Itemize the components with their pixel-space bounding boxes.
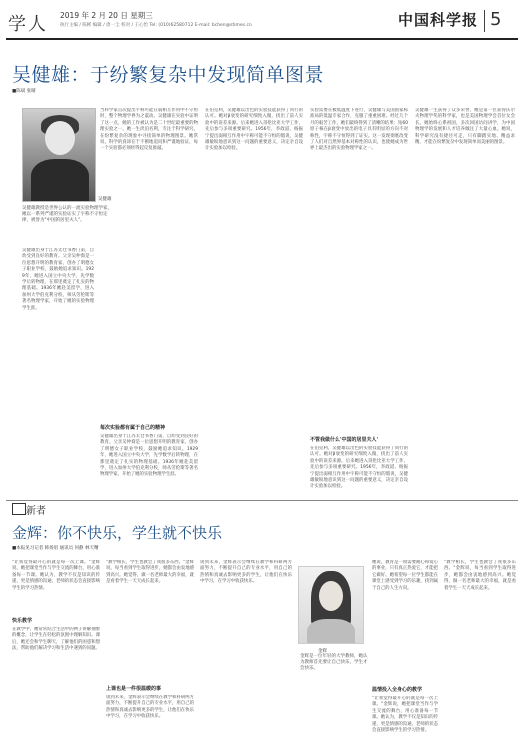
article-subhead: 温情投入全身心的教学 [372, 687, 423, 693]
article-byline: ■陈斌 张晴 [12, 89, 36, 94]
portrait-photo [298, 566, 364, 644]
editor-info: 执行主编 / 陈彬 编辑 / 唐一尘 校对 / 王心怡 Tel: (010)62580712 E-mail: bchen@stimes.cn [60, 23, 252, 28]
article-column: "让我觉得最开心的就是每一次上课。"金辉说，她把课堂当作与学生交流的舞台，用心准备每一节课。她认为，教学不仅是知识的传递，更是情感的沟通，老师的状态会直接影响学生的学习热情。 [12, 560, 100, 591]
article-column: "让我觉得最开心的就是每一次上课。"金辉说，她把课堂当作与学生交流的舞台，用心准备每一节课。她认为，教学不仅是知识的传递，更是情感的沟通，老师的状态会直接影响学生的学习热情。 [372, 696, 438, 734]
page-number: 5 [490, 9, 502, 30]
portrait-photo [22, 108, 96, 202]
article-column: 谈到未来，金辉表示会继续在教学和科研两方面努力，不断提升自己的专业水平，用自己的热情和真诚去影响更多的学生，让他们在快乐中学习，在学习中收获快乐。 [106, 695, 194, 720]
article-column: 谈到未来，金辉表示会继续在教学和科研两方面努力，不断提升自己的专业水平，用自己的热情和真诚去影响更多的学生，让他们在快乐中学习，在学习中收获快乐。 [200, 560, 292, 585]
article-column: 在伯克利，吴健雄以出色的实验技能获得了同行的认可。她对β衰变的研究细致入微，找出了前人实验中的误差来源。后来她进入哥伦比亚大学工作，先后参与多项重要研究。1956年，李政道、杨振宁提出弱相互作用中宇称可能不守恒的假说，吴健雄敏锐地意识到这一问题的重要意义，决定亲自设计实验加以检验。 [205, 108, 303, 152]
section-divider [6, 500, 518, 501]
article-column: 实验需要在极低温度下进行，吴健雄与美国国家标准局的低温专家合作，克服了重重困难。经过几个月的艰苦工作，她们最终得到了清晰的结果：钴60原子核在β衰变中放出的电子具有明显的方向不对称性，宇称不守恒得到了证实。这一发现彻底改变了人们对自然界基本对称性的认识，也使她成为世界上最杰出的实验物理学家之一。 [310, 108, 408, 152]
article-column: 在伯克利，吴健雄以出色的实验技能获得了同行的认可。她对β衰变的研究细致入微，找出了前人实验中的误差来源。后来她进入哥伦比亚大学工作，先后参与多项重要研究。1956年，李政道、杨振宁提出弱相互作用中宇称可能不守恒的假说，吴健雄敏锐地意识到这一问题的重要意义，决定亲自设计实验加以检验。 [310, 446, 408, 490]
issue-date: 2019 年 2 月 20 日 星期三 [60, 11, 153, 20]
article-column: "教学相长，学生也教会了我很多东西。"金辉说，每当看到学生取得进步，她都会由衷地感到高兴。她觉得，做一名老师最大的幸福，就是看着学生一天天成长起来。 [444, 560, 516, 591]
article-column: 吴健雄出身于江苏太仓书香门第，自幼受到良好的教育。父亲吴仲裔是一位思想开明的教育家，创办了明德女子职业学校，鼓励她追求知识。1929年，她进入国立中央大学，先学数学后转物理，在那里奠定了扎实的物理基础。1936年她赴美留学，进入加州大学伯克利分校，师从劳伦斯等著名物理学家，开始了她的实验物理学生涯。 [100, 434, 198, 478]
header-rule [6, 38, 518, 40]
article-title: 金辉：你不快乐，学生就不快乐 [12, 524, 223, 542]
article-column: 吴健雄一生获得了众多荣誉，她是第一位获得沃尔夫物理学奖的科学家，也是美国物理学会首位女会长。她始终心系祖国，多次回国访问讲学，为中国物理学的发展和人才培养倾注了大量心血。她说，科学研究没有捷径可走，只有脚踏实地、精益求精，才能在纷繁复杂中发现简单而美丽的图景。 [415, 108, 515, 146]
article-column: 在教学中，她常常结合生活中的例子讲解抽象的概念，让学生在轻松的氛围中理解知识。课后，她还会和学生聊天，了解他们的困惑和想法，帮助他们解决学习和生活中遇到的问题。 [12, 627, 100, 652]
article-subhead: 不管我做什么'中国的居里夫人' [310, 437, 379, 443]
article-title: 吴健雄：于纷繁复杂中发现简单图景 [12, 64, 325, 86]
photo-name-label: 吴健雄 [98, 197, 112, 202]
article-subhead: 上课也是一件很温暖的事 [106, 686, 162, 692]
article-subhead: 每次实验都有属于自己的精神 [100, 425, 166, 431]
photo-caption: 金辉是一位年轻的大学教师，她认为教师首先要让自己快乐，学生才会快乐。 [300, 654, 368, 671]
photo-caption: 吴健雄教授是世界公认的一流实验物理学家，她以一系列严谨的实验证实了宇称不守恒定律，被誉为"中国的居里夫人"。 [22, 206, 112, 223]
column-tag: 新者 [26, 506, 46, 517]
article-byline: ■本报见习记者 韩扬眉 通讯员 何静 林天曙 [12, 546, 99, 551]
article-column: 当科学家首次提出宇称可能在弱相互作用中不守恒时，整个物理学界为之震动。吴健雄在实验中证明了这一点，她的工作被认为是二十世纪最重要的物理实验之一。她一生淡泊名利，专注于科学研究，在纷繁复杂的现象中寻找简单的物理图景。她常说，科学的真谛在于不断地追问和严谨地验证，每一个实验都必须经得起反复推敲。 [100, 108, 198, 152]
article-column: 吴健雄出身于江苏太仓书香门第，自幼受到良好的教育。父亲吴仲裔是一位思想开明的教育家，创办了明德女子职业学校，鼓励她追求知识。1929年，她进入国立中央大学，先学数学后转物理，在那里奠定了扎实的物理基础。1936年她赴美留学，进入加州大学伯克利分校，师从劳伦斯等著名物理学家，开始了她的实验物理学生涯。 [22, 248, 94, 311]
header-divider [484, 10, 485, 32]
photo-name-label: 金辉 [318, 649, 327, 654]
column-tag-icon [12, 503, 26, 515]
article-column: 她说，教育是一项需要耐心和爱心的事业，只有真正热爱它，才能把它做好。她希望每一位学生都能在课堂上感受到学习的乐趣，找到属于自己的人生方向。 [372, 560, 438, 591]
article-subhead: 快乐教学 [12, 618, 33, 624]
section-label: 学人 [8, 14, 48, 35]
article-column: "教学相长，学生也教会了我很多东西。"金辉说，每当看到学生取得进步，她都会由衷地感到高兴。她觉得，做一名老师最大的幸福，就是看着学生一天天成长起来。 [106, 560, 194, 585]
newspaper-masthead: 中国科学报 [398, 11, 479, 29]
